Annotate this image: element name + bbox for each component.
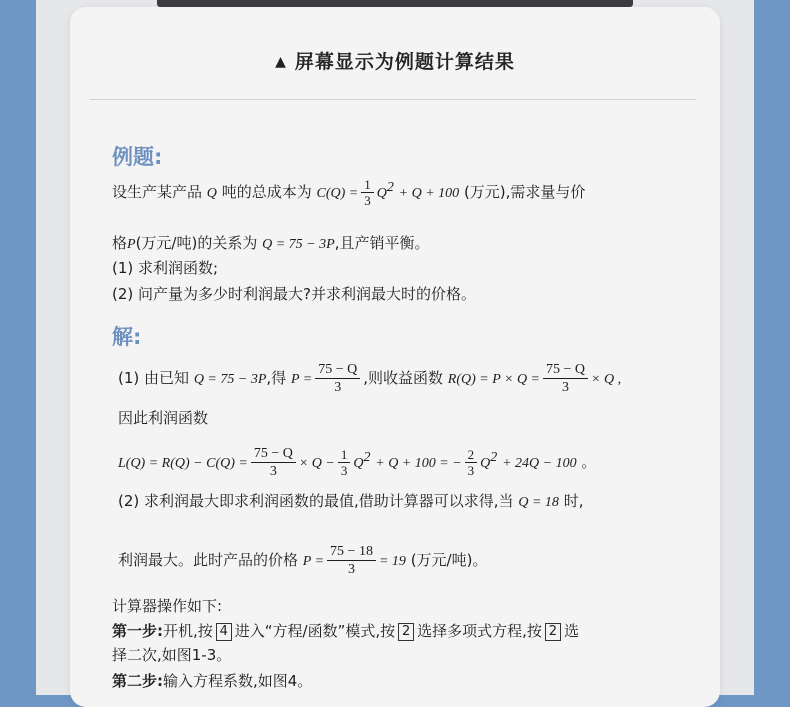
math-expr: C(Q) = (316, 186, 359, 201)
header-divider (90, 99, 696, 100)
frac-num: 75 − Q (543, 361, 588, 379)
text: ,且产销平衡。 (334, 234, 430, 252)
text: ,得 (266, 369, 287, 387)
example-line-2 (112, 233, 429, 255)
math-expr: = 19 (378, 554, 406, 569)
math-expr: L(Q) = R(Q) − C(Q) = (118, 456, 248, 471)
text: (万元/吨)的关系为 (135, 234, 258, 252)
math-expr: Q = 75 − 3P (262, 237, 335, 252)
text: 利润最大。此时产品的价格 (118, 551, 299, 569)
key-2-icon: 2 (398, 623, 414, 641)
fraction (315, 361, 360, 396)
fraction (361, 177, 374, 208)
math-var: Q (206, 186, 217, 201)
frac-den: 3 (269, 464, 277, 479)
step-label: 第二步: (112, 672, 163, 690)
example-line-1 (112, 177, 585, 208)
fraction (543, 361, 588, 396)
text: 格 (112, 234, 128, 252)
frac-num: 75 − Q (315, 361, 360, 379)
math-expr: P = (290, 372, 313, 387)
math-expr: Q = 18 (518, 495, 559, 510)
profit-function (118, 445, 596, 480)
step-1-cont: 择二次,如图1-3。 (112, 646, 232, 664)
text: 。 (581, 453, 597, 471)
fraction (251, 445, 296, 480)
step-1 (112, 621, 579, 641)
solution-line-5 (118, 543, 487, 578)
text: (万元),需求量与价 (463, 183, 586, 201)
text: 选 (563, 622, 579, 640)
math-expr: Q (353, 456, 364, 471)
math-expr: Q = 75 − 3P (193, 372, 267, 387)
frac-den: 3 (467, 463, 475, 478)
step-2 (112, 671, 312, 691)
frac-num: 1 (338, 447, 351, 463)
math-expr: Q (376, 186, 387, 201)
text: 进入“方程/函数”模式,按 (234, 622, 396, 640)
example-heading: 例题: (112, 145, 163, 169)
math-expr: × Q , (591, 372, 622, 387)
text: 选择多项式方程,按 (417, 622, 542, 640)
ops-intro: 计算器操作如下: (112, 597, 223, 615)
frac-num: 75 − Q (251, 445, 296, 463)
text: (1) 由已知 (118, 369, 190, 387)
frac-num: 1 (361, 177, 374, 193)
content-card (70, 7, 720, 707)
solution-line-2: 因此利润函数 (118, 409, 209, 427)
math-expr: R(Q) = P × Q = (447, 372, 541, 387)
header-title: 屏幕显示为例题计算结果 (294, 51, 515, 73)
step-label: 第一步: (112, 622, 163, 640)
question-2: (2) 问产量为多少时利润最大?并求利润最大时的价格。 (112, 285, 476, 303)
key-2-icon: 2 (545, 623, 561, 641)
math-var: P (127, 237, 136, 252)
math-expr: + 24Q − 100 (502, 456, 577, 471)
math-sup: 2 (490, 450, 498, 465)
solution-line-1 (118, 361, 621, 396)
solution-line-4 (118, 491, 583, 513)
math-expr: + Q + 100 (398, 186, 460, 201)
math-sup: 2 (386, 180, 394, 195)
solution-heading: 解: (112, 325, 142, 349)
frac-den: 3 (348, 562, 355, 577)
question-1: (1) 求利润函数; (112, 259, 219, 277)
text: (万元/吨)。 (410, 551, 488, 569)
text: 输入方程系数,如图4。 (163, 672, 313, 690)
device-bottom-edge (157, 0, 633, 7)
text: 设生产某产品 (112, 183, 203, 201)
frac-den: 3 (562, 380, 570, 395)
text: 吨的总成本为 (221, 183, 312, 201)
fraction (327, 543, 376, 578)
math-expr: P = (302, 554, 325, 569)
text: ,则收益函数 (363, 369, 443, 387)
frac-den: 3 (334, 380, 342, 395)
fraction (338, 447, 351, 478)
math-expr: × Q − (298, 456, 335, 471)
frac-num: 75 − 18 (327, 543, 376, 561)
section-header (70, 47, 720, 74)
math-expr: Q (480, 456, 491, 471)
text: 时, (563, 492, 584, 510)
frac-den: 3 (364, 193, 371, 208)
text: (2) 求利润最大即求利润函数的最值,借助计算器可以求得,当 (118, 492, 514, 510)
triangle-up-icon: ▲ (275, 54, 287, 70)
frac-num: 2 (465, 447, 478, 463)
math-sup: 2 (363, 450, 371, 465)
key-4-icon: 4 (216, 623, 232, 641)
math-expr: + Q + 100 = − (375, 456, 462, 471)
text: 开机,按 (163, 622, 213, 640)
fraction (465, 447, 478, 478)
frac-den: 3 (340, 463, 348, 478)
